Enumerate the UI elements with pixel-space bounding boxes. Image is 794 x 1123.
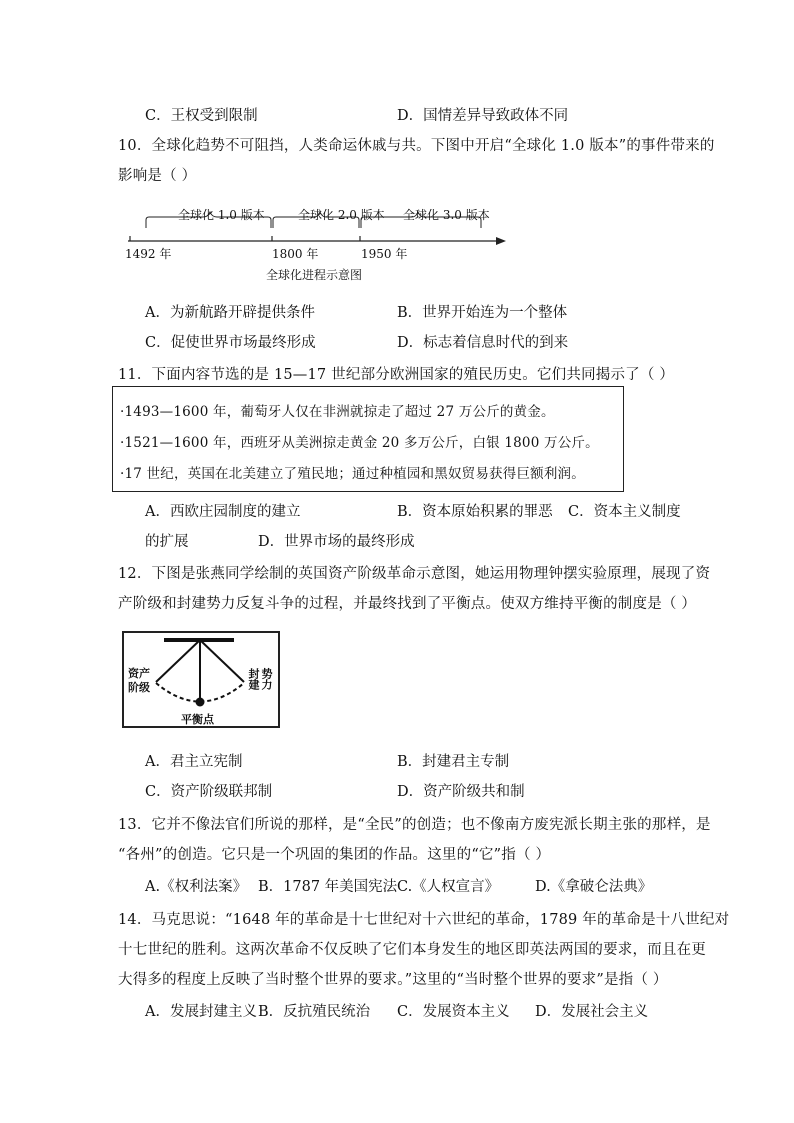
q11-box-line1: ·1493—1600 年，葡萄牙人仅在非洲就掠走了超过 27 万公斤的黄金。: [120, 404, 555, 420]
q9-option-d: D．国情差异导致政体不同: [397, 108, 569, 124]
q13-stem-line2: “各州”的创造。它只是一个巩固的集团的作品。这里的“它”指（ ）: [118, 847, 551, 863]
q9-option-c: C．王权受到限制: [145, 108, 258, 124]
q11-option-b: B．资本原始积累的罪恶: [397, 504, 553, 520]
q10-stem-line1: 10．全球化趋势不可阻挡，人类命运休戚与共。下图中开启“全球化 1.0 版本”的事件带来的: [118, 138, 715, 154]
q11-stem-line1: 11．下面内容节选的是 15—17 世纪部分欧洲国家的殖民历史。它们共同揭示了（ ）: [118, 367, 675, 383]
q11-option-d: D．世界市场的最终形成: [258, 534, 415, 550]
q13-option-d: D.《拿破仑法典》: [535, 879, 653, 895]
timeline-stage1-label: 全球化 1.0 版本: [178, 208, 265, 222]
q14-stem-line3: 大得多的程度上反映了当时整个世界的要求。”这里的“当时整个世界的要求”是指（ ）: [118, 972, 668, 988]
q14-stem-line1: 14．马克思说：“1648 年的革命是十七世纪对十六世纪的革命，1789 年的革命是十八世纪对: [118, 912, 730, 928]
q10-stem-line2: 影响是（ ）: [118, 168, 197, 184]
figure-right-label-col2: 势力: [260, 668, 273, 690]
q10-option-d: D．标志着信息时代的到来: [397, 335, 569, 351]
q14-option-d: D．发展社会主义: [535, 1004, 649, 1020]
q11-box-line2: ·1521—1600 年，西班牙从美洲掠走黄金 20 多万公斤，白银 1800 万公斤。: [120, 435, 599, 451]
q11-option-c: C．资本主义制度: [568, 504, 681, 520]
timeline-caption: 全球化进程示意图: [266, 268, 363, 282]
q14-option-c: C．发展资本主义: [397, 1004, 510, 1020]
q11-option-c-cont: 的扩展: [145, 534, 189, 550]
q13-option-b: B．1787 年美国宪法: [258, 879, 398, 895]
timeline-year-1800: 1800 年: [272, 247, 319, 261]
q12-option-c: C．资产阶级联邦制: [145, 784, 273, 800]
q14-option-b: B．反抗殖民统治: [258, 1004, 371, 1020]
timeline-stage3-label: 全球化 3.0 版本: [403, 208, 490, 222]
q13-option-a: A.《权利法案》: [145, 879, 248, 895]
q13-stem-line1: 13．它并不像法官们所说的那样，是“全民”的创造；也不像南方废宪派长期主张的那样，是: [118, 817, 711, 833]
q12-stem-line2: 产阶级和封建势力反复斗争的过程，并最终找到了平衡点。使双方维持平衡的制度是（ ）: [118, 596, 697, 612]
q10-option-c: C．促使世界市场最终形成: [145, 335, 316, 351]
pendulum-bob: [196, 698, 205, 707]
q12-stem-line1: 12．下图是张燕同学绘制的英国资产阶级革命示意图，她运用物理钟摆实验原理，展现了资: [118, 566, 711, 582]
q12-option-b: B．封建君主专制: [397, 754, 510, 770]
timeline-stage2-label: 全球化 2.0 版本: [298, 208, 385, 222]
timeline-arrowhead: [496, 237, 506, 245]
q12-option-a: A．君主立宪制: [145, 754, 243, 770]
figure-right-label-col1: 封建: [247, 668, 260, 690]
q10-option-a: A．为新航路开辟提供条件: [145, 305, 315, 321]
timeline-year-1950: 1950 年: [361, 247, 408, 261]
q13-option-c: C.《人权宣言》: [397, 879, 500, 895]
q14-option-a: A．发展封建主义: [145, 1004, 257, 1020]
q12-option-d: D．资产阶级共和制: [397, 784, 525, 800]
figure-left-label-top: 资产: [128, 667, 150, 680]
q14-stem-line2: 十七世纪的胜利。这两次革命不仅反映了它们本身发生的地区即英法两国的要求，而且在更: [118, 942, 706, 958]
figure-bottom-label: 平衡点: [181, 713, 214, 726]
q11-box-line3: ·17 世纪，英国在北美建立了殖民地；通过种植园和黑奴贸易获得巨额利润。: [120, 466, 585, 482]
timeline-year-1492: 1492 年: [125, 247, 172, 261]
figure-left-label-bottom: 阶级: [128, 681, 150, 694]
q11-option-a: A．西欧庄园制度的建立: [145, 504, 301, 520]
q10-option-b: B．世界开始连为一个整体: [397, 305, 568, 321]
